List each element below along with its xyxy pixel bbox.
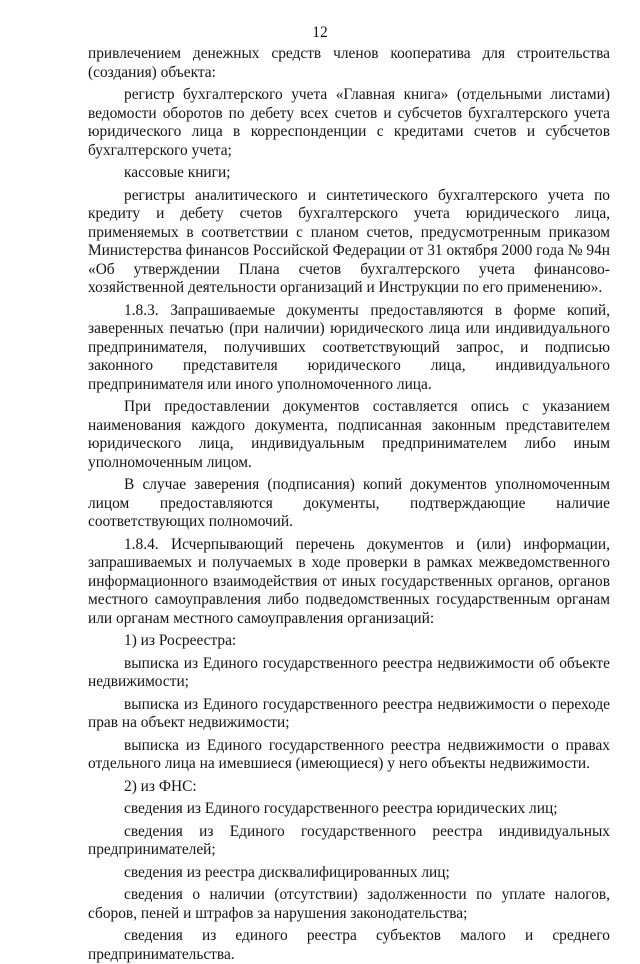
paragraph: При предоставлении документов составляется опись с указанием наименования каждого документа, подписанная законным представителем юридического лица, индивидуальным предпринимателем либо иным уполномоченным лицом. [88, 398, 610, 471]
list-item: выписка из Единого государственного реестра недвижимости о правах отдельного лица на имевшиеся (имеющиеся) у него объекты недвижимости. [88, 736, 610, 772]
paragraph: 1.8.3. Запрашиваемые документы предоставляются в форме копий, заверенных печатью (при наличии) юридического лица или индивидуального предпринимателя, получивших соответствующий запрос, и подписью законного представителя юридического лица, индивидуального предпринимателя или иного уполномоченного лица. [88, 301, 610, 393]
paragraph: регистр бухгалтерского учета «Главная книга» (отдельными листами) ведомости оборотов по дебету всех счетов и субсчетов бухгалтерского учета юридического лица в корреспонденции с кредитами счетов и субсчетов бухгалтерского учета; [88, 86, 610, 159]
paragraph: В случае заверения (подписания) копий документов уполномоченным лицом предоставляются документы, подтверждающие наличие соответствующих полномочий. [88, 476, 610, 530]
list-item: сведения из Единого государственного реестра индивидуальных предпринимателей; [88, 822, 610, 858]
list-item: выписка из Единого государственного реестра недвижимости о переходе прав на объект недвижимости; [88, 695, 610, 731]
list-item: сведения из реестра дисквалифицированных лиц; [124, 863, 450, 881]
paragraph: 1.8.4. Исчерпывающий перечень документов и (или) информации, запрашиваемых и получаемых в ходе проверки в рамках межведомственного информационного взаимодействия от иных государственных органов, органов местного самоуправления либо подведомственных государственным органам или органам местного самоуправления организаций: [88, 535, 610, 627]
list-item: выписка из Единого государственного реестра недвижимости об объекте недвижимости; [88, 654, 610, 690]
list-item: сведения о наличии (отсутствии) задолженности по уплате налогов, сборов, пеней и штрафов за нарушения законодательства; [88, 886, 610, 922]
list-heading: 1) из Росреестра: [124, 632, 237, 649]
document-body [88, 45, 610, 964]
list-heading: 2) из ФНС: [124, 777, 197, 795]
list-item: сведения из Единого государственного реестра юридических лиц; [124, 800, 558, 817]
paragraph: кассовые книги; [124, 164, 231, 181]
page-number: 12 [312, 24, 328, 41]
list-item: сведения из единого реестра субъектов малого и среднего предпринимательства. [88, 927, 610, 963]
paragraph: регистры аналитического и синтетического бухгалтерского учета по кредиту и дебету счетов бухгалтерского учета юридического лица, применяемых в соответствии с планом счетов, предусмотренным приказом Министерства финансов Российской Федерации от 31 октября 2000 года № 94н «Об утверждении Плана счетов бухгалтерского учета финансово-хозяйственной деятельности организаций и Инструкции по его применению». [88, 186, 610, 296]
paragraph: привлечением денежных средств членов кооператива для строительства (создания) объекта: [88, 45, 610, 81]
